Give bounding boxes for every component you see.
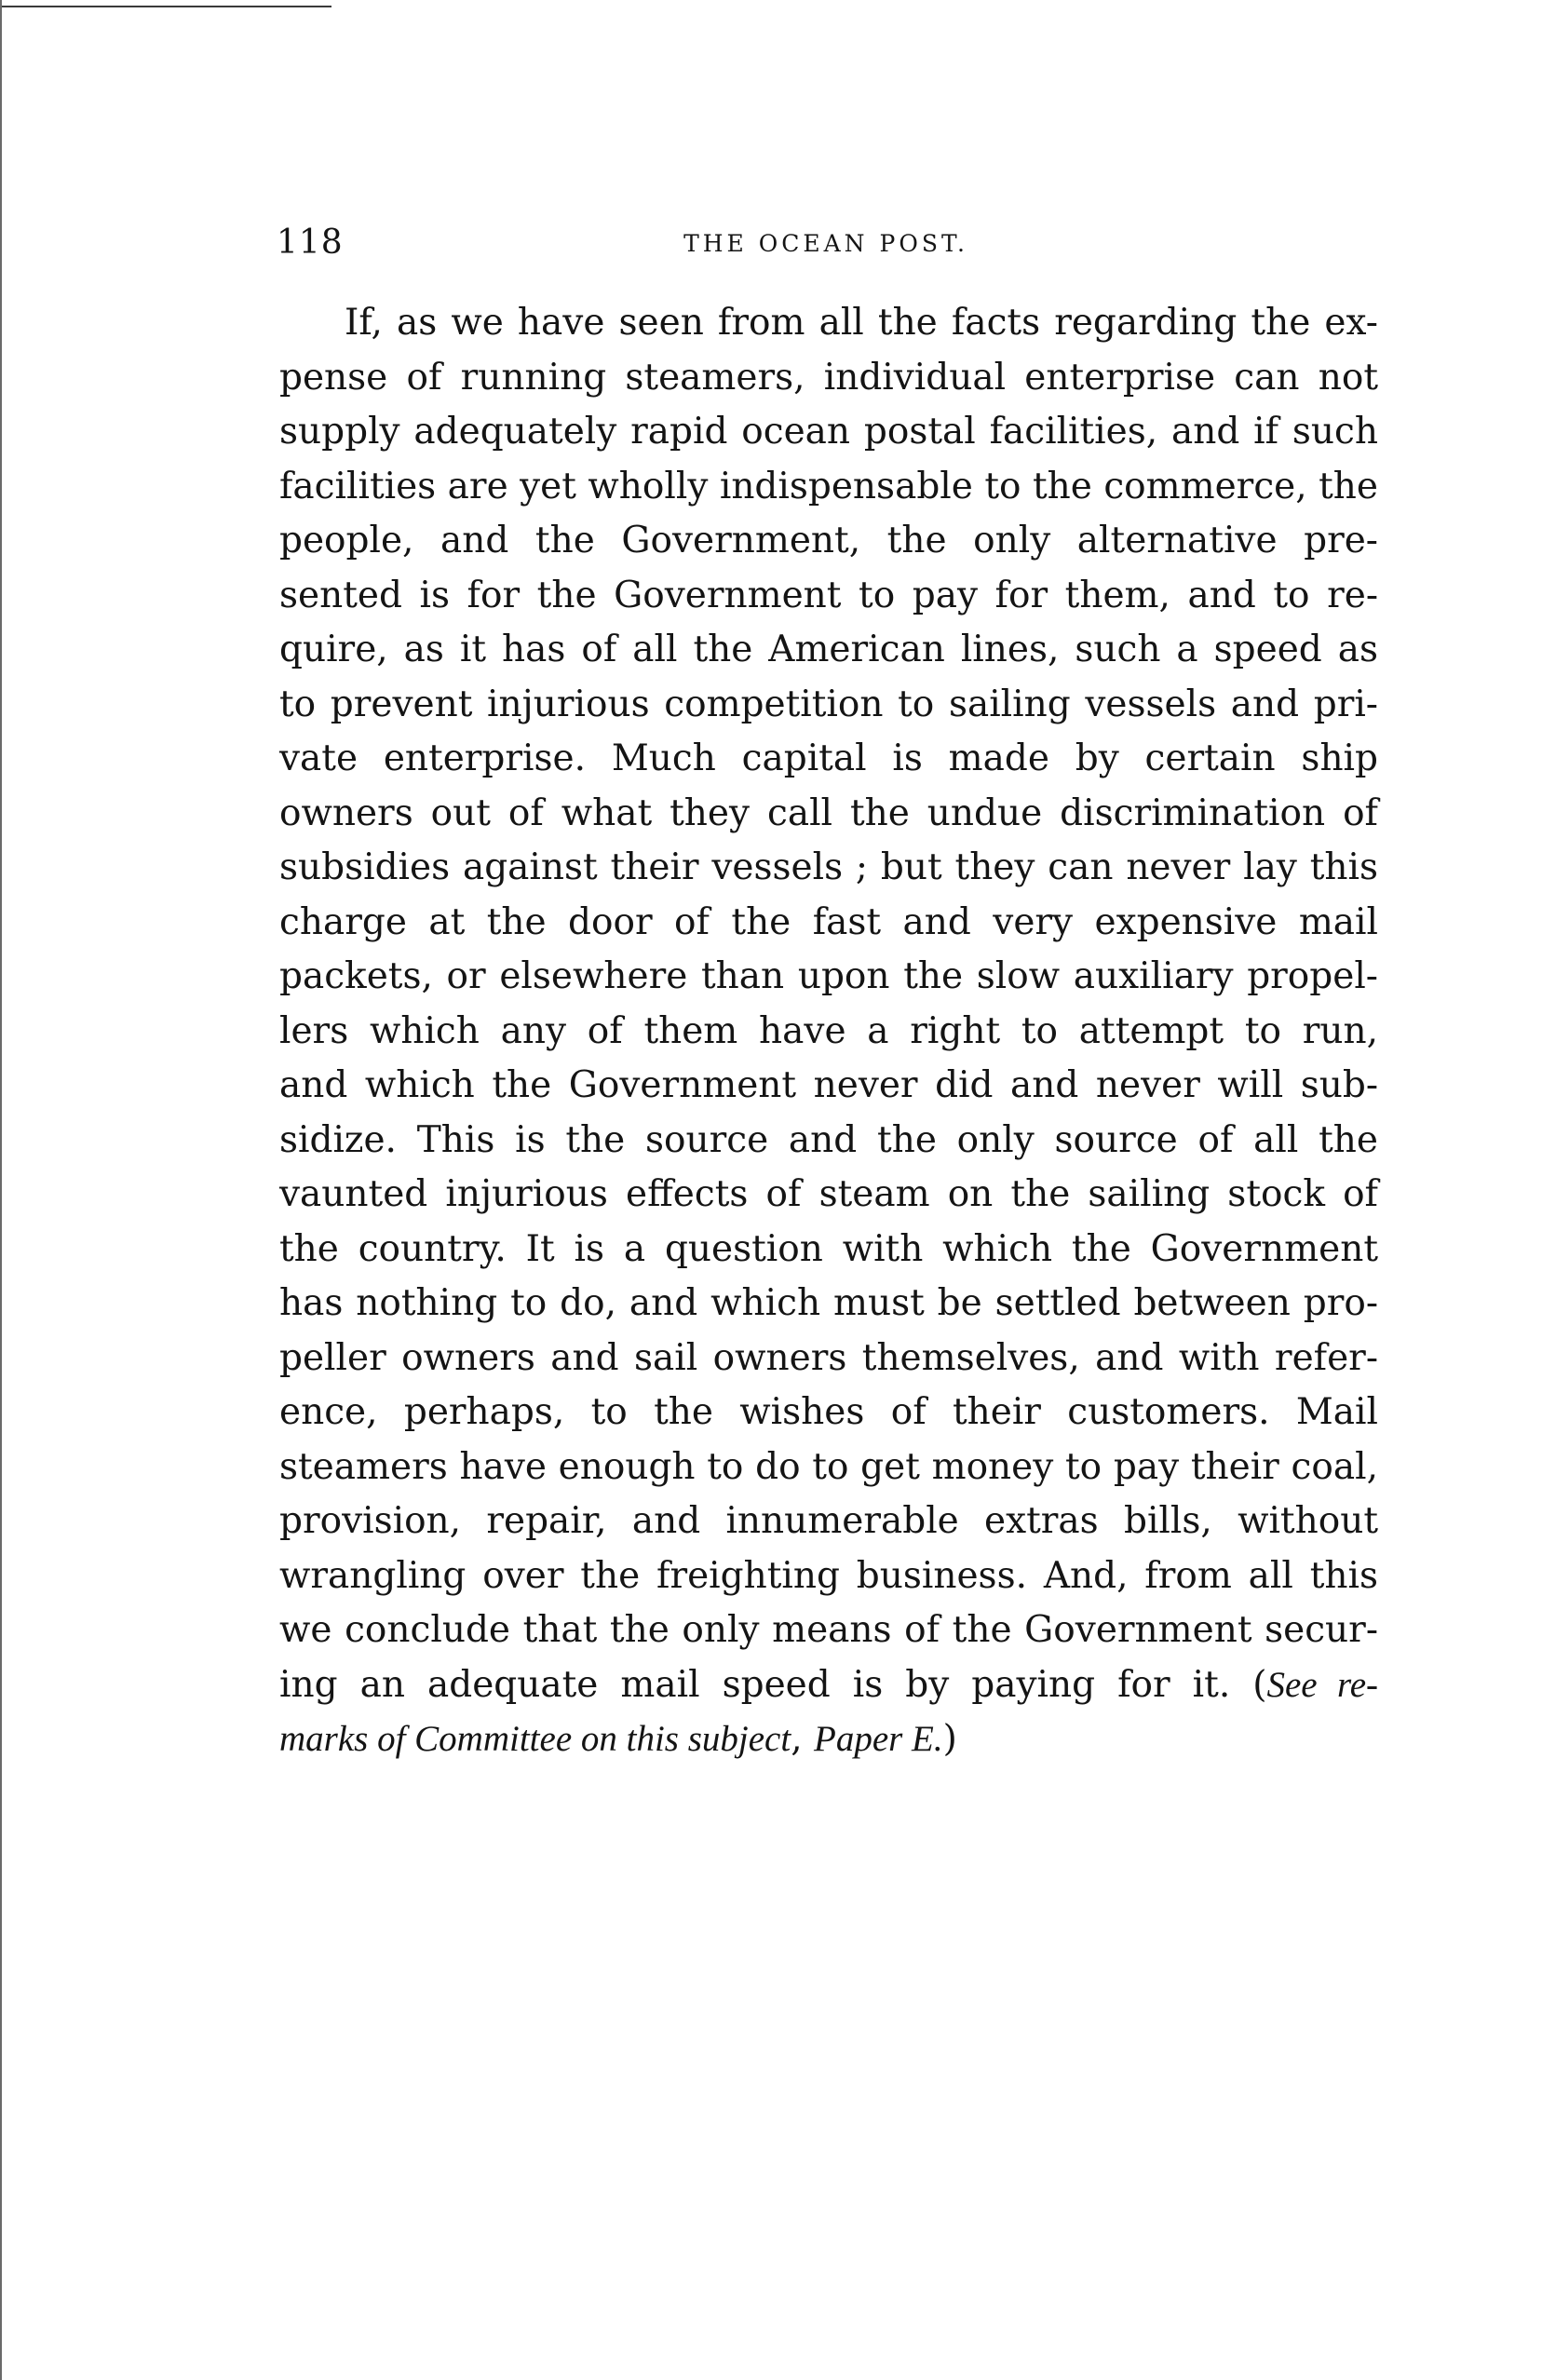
text-line — [279, 1712, 1378, 1767]
text-line: pense of running steamers, individual enterprise can not — [279, 356, 1378, 399]
text-line: facilities are yet wholly indispensable to the commerce, the — [279, 465, 1378, 507]
text-line: ence, perhaps, to the wishes of their customers. Mail — [279, 1391, 1378, 1433]
text-line: peller owners and sail owners themselves, and with refer- — [279, 1336, 1378, 1379]
italic-reference: Paper E. — [814, 1719, 943, 1759]
text-line: lers which any of them have a right to attempt to run, — [279, 1009, 1378, 1052]
text-segment: , — [791, 1718, 814, 1760]
text-line: and which the Government never did and never will sub- — [279, 1064, 1378, 1106]
text-line: sented is for the Government to pay for them, and to re- — [279, 574, 1378, 616]
running-head — [277, 220, 1375, 266]
text-line: supply adequately rapid ocean postal facilities, and if such — [279, 411, 1378, 453]
text-segment: ing an adequate mail speed is by paying for it. ( — [279, 1663, 1267, 1706]
left-page-edge — [0, 0, 2, 2380]
text-line: the country. It is a question with which the Government — [279, 1227, 1378, 1270]
text-line: sidize. This is the source and the only source of all the — [279, 1118, 1378, 1161]
text-line: to prevent injurious competition to sailing vessels and pri- — [279, 683, 1378, 725]
text-line: has nothing to do, and which must be settled between pro- — [279, 1282, 1378, 1324]
text-line: wrangling over the freighting business. And, from all this — [279, 1554, 1378, 1597]
text-line: people, and the Government, the only alternative pre- — [279, 520, 1378, 561]
text-line: vaunted injurious effects of steam on the sailing stock of — [279, 1173, 1378, 1215]
text-line: owners out of what they call the undue discrimination of — [279, 791, 1378, 834]
text-line: subsidies against their vessels ; but they can never lay this — [279, 846, 1378, 888]
text-line: charge at the door of the fast and very expensive mail — [279, 900, 1378, 943]
body-paragraph — [279, 296, 1378, 1767]
text-line: we conclude that the only means of the Government secur- — [279, 1609, 1378, 1651]
page-number: 118 — [277, 223, 344, 262]
text-line: quire, as it has of all the American lines, such a speed as — [279, 629, 1378, 670]
text-line: vate enterprise. Much capital is made by certain ship — [279, 737, 1378, 779]
text-line: packets, or elsewhere than upon the slow auxiliary propel- — [279, 955, 1378, 997]
text-line: provision, repair, and innumerable extras bills, without — [279, 1500, 1378, 1542]
running-title: THE OCEAN POST. — [683, 230, 968, 257]
text-line: steamers have enough to do to get money to pay their coal, — [279, 1445, 1378, 1488]
text-line: If, as we have seen from all the facts regarding the ex- — [345, 302, 1378, 344]
italic-reference: See re- — [1266, 1664, 1378, 1705]
italic-reference: marks of Committee on this subject — [279, 1719, 791, 1759]
text-segment: ) — [942, 1718, 957, 1760]
text-line — [279, 1658, 1378, 1713]
top-edge-rule — [0, 6, 331, 7]
